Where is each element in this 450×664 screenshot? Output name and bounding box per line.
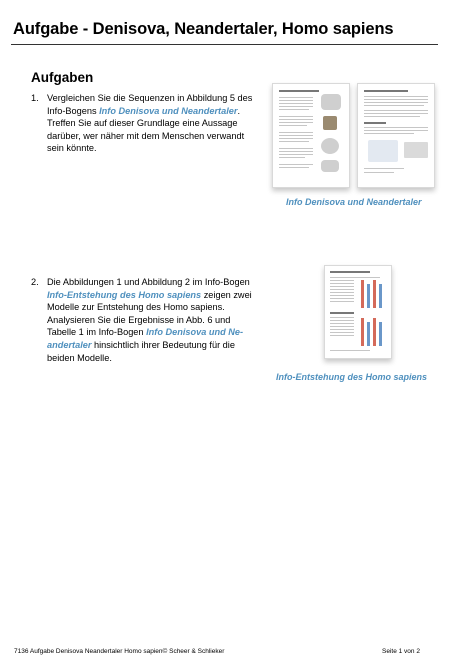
thumb-line (279, 132, 313, 133)
model-bar-red (373, 318, 376, 346)
thumb-line (279, 103, 313, 104)
thumb-line (279, 164, 313, 165)
footer-copyright: 7136 Aufgabe Denisova Neandertaler Homo sapien© Scheer & Schlieker (14, 648, 225, 655)
thumb-heading (364, 122, 386, 124)
model-bar-blue (379, 284, 382, 308)
chart-image (368, 140, 398, 162)
thumb-line (364, 105, 424, 106)
thumb-line (279, 109, 309, 110)
thumb-line (279, 138, 313, 139)
bone-image (323, 116, 337, 130)
task-2-text (47, 276, 261, 364)
task-1-text-a: Vergleichen Sie die Sequenzen in Abbildung 5 des Info-Bogens (47, 93, 253, 116)
task-2-text-c: hinsichtlich ihrer Bedeutung für die beiden Modelle. (47, 339, 235, 363)
doc-thumbnail-denisova-page-2[interactable] (357, 83, 435, 188)
thumb-line (364, 172, 394, 173)
thumb-line (330, 295, 354, 296)
thumb-line (364, 168, 404, 169)
thumb-line (364, 102, 428, 103)
task-1-text (47, 92, 261, 155)
thumb-line (279, 116, 313, 117)
thumb-line (330, 329, 354, 330)
thumb-line (330, 298, 354, 299)
thumb-line (330, 323, 354, 324)
model-bar-red (361, 318, 364, 346)
caption-info-entstehung[interactable]: Info-Entstehung des Homo sapiens (276, 372, 428, 382)
thumb-line (364, 130, 428, 131)
thumb-line (279, 154, 313, 155)
thumb-line (330, 292, 354, 293)
thumb-line (330, 301, 354, 302)
thumb-line (364, 116, 420, 117)
thumb-line (279, 125, 307, 126)
thumb-line (364, 99, 428, 100)
thumb-heading (279, 90, 319, 92)
thumb-line (330, 280, 354, 281)
thumb-line (279, 135, 313, 136)
skull-image (321, 94, 341, 110)
thumb-line (279, 97, 313, 98)
model-bar-blue (367, 284, 370, 308)
thumb-heading (330, 312, 354, 314)
title-divider (11, 44, 438, 45)
thumb-line (330, 277, 380, 278)
model-bar-blue (367, 322, 370, 346)
caption-info-denisova[interactable]: Info Denisova und Neandertaler (286, 197, 422, 207)
task-1-number: 1. (31, 93, 39, 103)
model-bar-blue (379, 322, 382, 346)
footer-page-number: Seite 1 von 2 (382, 648, 420, 655)
thumb-line (279, 106, 313, 107)
thumb-line (330, 289, 354, 290)
thumb-line (364, 96, 428, 97)
page-title: Aufgabe - Denisova, Neandertaler, Homo sapiens (13, 20, 394, 38)
task-1-text-b: . Treffen Sie auf dieser Grundlage eine Aussage darüber, wer näher mit dem Menschen verwandt sein könnte. (47, 105, 245, 154)
thumb-line (330, 283, 354, 284)
model-bar-red (361, 280, 364, 308)
thumb-line (279, 141, 309, 142)
thumb-line (330, 286, 354, 287)
thumb-line (330, 320, 354, 321)
task-2-text-a: Die Abbildungen 1 und Abbildung 2 im Info-Bogen (47, 277, 250, 287)
task-2-text-b: zeigen zwei Modelle zur Entstehung des Homo sapiens. Analysieren Sie die Ergebnisse in Abb. 6 und Tabelle 1 im Info-Bogen (47, 289, 252, 338)
thumb-line (279, 122, 313, 123)
thumb-line (279, 151, 313, 152)
doc-thumbnail-denisova-page-1[interactable] (272, 83, 350, 188)
model-bar-red (373, 280, 376, 308)
thumb-heading (330, 271, 370, 273)
thumb-line (364, 110, 428, 111)
link-info-denisova-2[interactable]: Info Denisova und Ne-andertaler (47, 327, 244, 350)
thumb-heading (364, 90, 408, 92)
thumb-line (330, 335, 354, 336)
thumb-line (279, 100, 313, 101)
doc-thumbnail-entstehung[interactable] (324, 265, 392, 359)
thumb-line (279, 148, 313, 149)
thumb-line (364, 127, 428, 128)
section-heading: Aufgaben (31, 70, 94, 85)
thumb-line (330, 317, 354, 318)
table-image (404, 142, 428, 158)
link-info-denisova[interactable]: Info Denisova und Neandertaler (99, 105, 238, 116)
thumb-line (279, 157, 305, 158)
thumb-line (330, 332, 354, 333)
thumb-line (279, 119, 313, 120)
thumb-line (330, 350, 370, 351)
thumb-line (364, 133, 414, 134)
link-info-entstehung[interactable]: Info-Entstehung des Homo sapiens (47, 289, 202, 300)
diagram-image (321, 138, 339, 154)
figure-image (321, 160, 339, 172)
task-2-number: 2. (31, 277, 39, 287)
thumb-line (364, 113, 428, 114)
thumb-line (330, 326, 354, 327)
thumb-line (279, 167, 309, 168)
